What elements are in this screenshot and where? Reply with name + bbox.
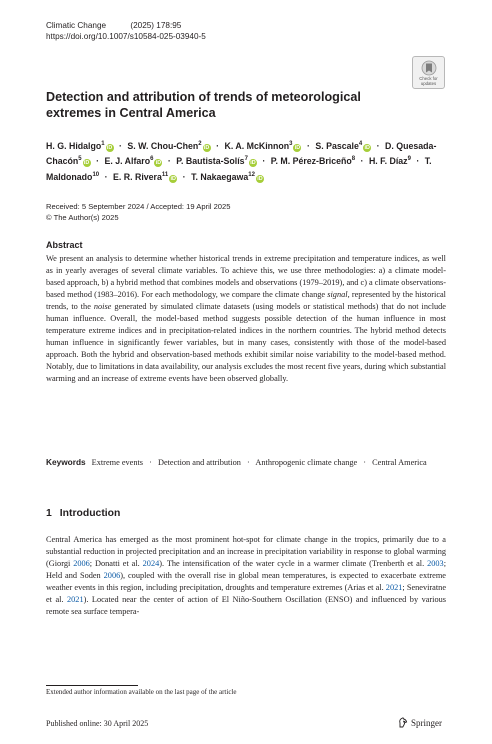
citation-link[interactable]: 2006 (103, 571, 121, 581)
author-name: S. Pascale$^4$iD (315, 140, 370, 151)
keyword: Anthropogenic climate change (255, 458, 358, 467)
keywords-label: Keywords (46, 457, 86, 467)
section-number: 1 (46, 508, 52, 519)
keyword: Detection and attribution (157, 458, 241, 467)
author-list (46, 138, 450, 184)
author-separator: · (104, 171, 108, 182)
orcid-icon[interactable]: iD (250, 160, 256, 167)
noise-term: noise (93, 302, 112, 312)
orcid-icon[interactable]: iD (203, 144, 210, 151)
journal-header (46, 20, 206, 42)
article-title: Detection and attribution of trends of meteorological extremes in Central America (46, 90, 361, 120)
orcid-icon[interactable]: iD (106, 144, 113, 151)
author-name: K. A. McKinnon$^3$iD (224, 140, 301, 151)
author-separator: · (96, 156, 99, 167)
author-separator: · (306, 140, 310, 151)
author-name: D. Quesada-Chacón$^5$iD (46, 140, 437, 167)
citation-link[interactable]: 2003 (427, 559, 444, 569)
affiliation-number: 3 (289, 141, 293, 147)
section-heading (46, 508, 120, 519)
author-name: E. J. Alfaro$^6$iD (104, 156, 162, 167)
check-for-updates-text: Check for updates (419, 76, 438, 86)
author-separator: · (360, 156, 364, 167)
bookmark-check-icon (421, 60, 437, 76)
springer-horse-icon (398, 717, 408, 728)
author-name: H. G. Hidalgo$^1$iD (46, 140, 113, 151)
check-for-updates-badge[interactable] (412, 56, 445, 89)
author-name: S. W. Chou-Chen$^2$iD (127, 140, 210, 151)
orcid-icon[interactable]: iD (170, 175, 176, 182)
orcid-icon[interactable]: iD (155, 160, 162, 167)
signal-term: signal (327, 290, 348, 300)
author-name: H. F. Díaz$^9$ (368, 156, 411, 167)
received-accepted-dates: Received: 5 September 2024 / Accepted: 19 April 2025 (46, 202, 231, 211)
published-date: Published online: 30 April 2025 (46, 719, 149, 728)
author-separator: · (119, 140, 122, 151)
affiliation-number: 6 (150, 156, 154, 163)
citation-link[interactable]: 2021 (67, 595, 84, 605)
article-dates (46, 201, 230, 223)
affiliation-number: 4 (358, 141, 363, 147)
author-separator: · (182, 171, 186, 182)
orcid-icon[interactable]: iD (294, 144, 301, 151)
journal-name: Climatic Change (46, 21, 107, 30)
affiliation-number: 5 (78, 156, 82, 163)
citation-link[interactable]: 2006 (73, 559, 90, 569)
orcid-icon[interactable]: iD (83, 160, 90, 167)
abstract-heading: Abstract (46, 240, 83, 250)
orcid-icon[interactable]: iD (257, 175, 263, 182)
keyword-separator: · (149, 458, 152, 467)
affiliation-number: 2 (198, 141, 202, 147)
abstract-text: We present an analysis to determine whether historical trends in extreme precipitation and temperature indices, as well as in yearly averages of several climate variables. To achieve this, we use three methodologies: a) a climate model-based approach, b) a hybrid method that combines models and observations (1979–2019), and c) a climate observations-based method (1983–2016). For each methodology, we compare the climate change signal, represented by the historical trends, to the noise generated by simulated climate datasets (using models or statistical methods) that do not include human influence. Overall, the model-based method suggests possible detection of the human influence in most temperature extreme indices and in precipitation-related indices in the northern countries. The hybrid method detects human influence in significantly fewer variables, but in many cases, consistently with those of the model-based approach. Both the hybrid and observation-based methods exhibit similar noise variability to the model-based method. Notably, due to limitations in data availability, our analysis excludes the most recent five years, during which substantial warming and an increase of extreme events have been observed globally. (46, 254, 446, 384)
publisher-logo[interactable] (398, 717, 442, 728)
footnote: Extended author information available on the last page of the article (46, 688, 237, 696)
author-separator: · (416, 156, 420, 167)
author-separator: · (216, 140, 220, 151)
journal-volume: (2025) 178:95 (130, 21, 182, 30)
author-name: P. M. Pérez-Briceño$^8$ (270, 156, 356, 167)
citation-link[interactable]: 2021 (385, 583, 403, 593)
keyword: Extreme events (91, 458, 144, 467)
author-name: T. Maldonado$^{10}$ (46, 156, 432, 182)
keyword: Central America (372, 458, 427, 467)
affiliation-number: 8 (351, 156, 356, 163)
affiliation-number: 7 (244, 156, 248, 163)
doi-link[interactable]: https://doi.org/10.1007/s10584-025-03940-5 (46, 32, 206, 41)
author-name: E. R. Rivera$^{11}$iD (112, 171, 176, 182)
affiliation-number: 9 (407, 156, 411, 163)
affiliation-number: 11 (161, 171, 169, 178)
author-separator: · (262, 156, 266, 167)
footnote-divider (46, 685, 138, 686)
copyright-notice: © The Author(s) 2025 (46, 213, 119, 222)
author-name: T. Nakaegawa$^{12}$iD (191, 171, 263, 182)
citation-link[interactable]: 2024 (142, 559, 160, 569)
affiliation-number: 10 (92, 171, 100, 178)
keyword-separator: · (363, 458, 367, 467)
affiliation-number: 12 (248, 171, 255, 178)
publisher-name: Springer (411, 718, 442, 728)
keyword-separator: · (246, 458, 250, 467)
introduction-paragraph: Central America has emerged as the most prominent hot-spot for climate change in the tropics, primarily due to a substantial reduction in projected precipitation and an increase in precipitation variability in response to global warming (Giorgi 2006; Donatti et al. 2024). The intensification of the water cycle in a warmer climate (Trenberth et al. 2003; Held and Soden 2006), coupled with the overall rise in global mean temperatures, is expected to exacerbate extreme weather events in this region, including precipitation, droughts and temperature extremes (Arias et al. 2021; Seneviratne et al. 2021). Located near the center of action of El Niño-Southern Oscillation (ENSO) and influenced by various remote sea surface tempera- (46, 535, 446, 617)
affiliation-number: 1 (101, 141, 105, 147)
orcid-icon[interactable]: iD (364, 144, 370, 151)
keywords (46, 456, 446, 469)
author-separator: · (376, 140, 380, 151)
author-name: P. Bautista-Solís$^7$iD (176, 156, 256, 167)
section-title: Introduction (59, 508, 121, 519)
author-separator: · (167, 156, 171, 167)
